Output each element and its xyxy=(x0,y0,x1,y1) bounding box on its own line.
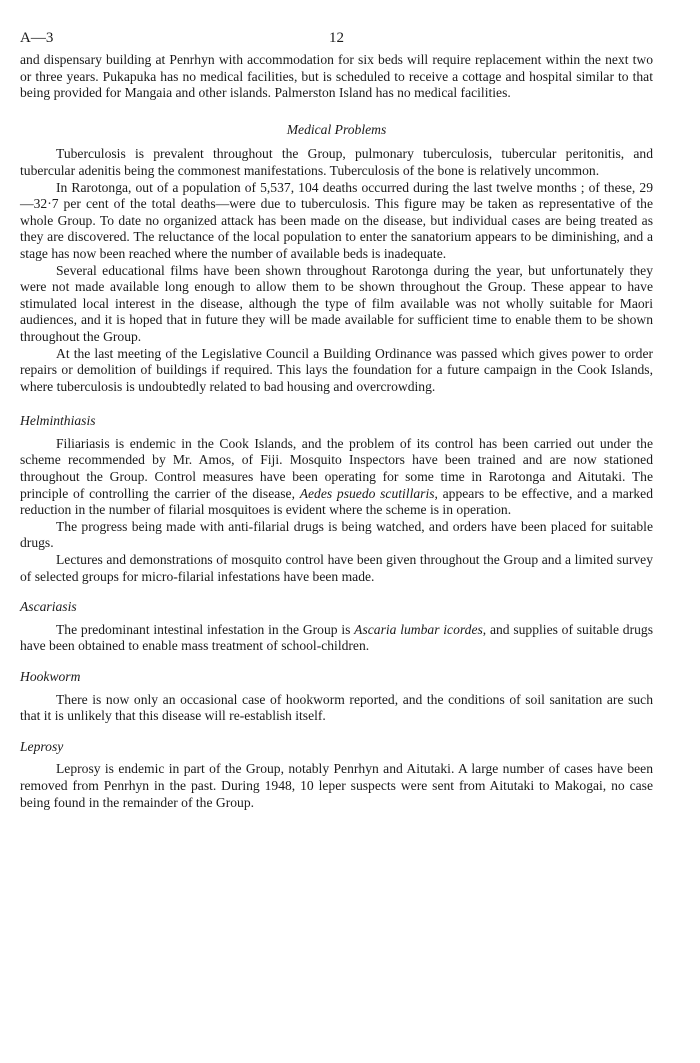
tuberculosis-paragraph-3: Several educational films have been shown throughout Rarotonga during the year, but unfortunately they were not made available long enough to allow them to be shown throughout the Group. These appear to have stimulated local interest in the disease, although the type of film available was not wholly suitable for Maori audiences, and it is hoped that in future they will be made available for sufficient time to enable them to be shown throughout the Group. xyxy=(20,262,653,344)
leprosy-heading: Leprosy xyxy=(20,738,64,754)
page-header xyxy=(20,30,653,52)
helminthiasis-paragraph-2: The progress being made with anti-filarial drugs is being watched, and orders have been placed for suitable drugs. xyxy=(20,518,653,551)
document-page xyxy=(20,30,653,811)
helminthiasis-paragraph-3: Lectures and demonstrations of mosquito control have been given throughout the Group and a limited survey of selected groups for micro-filarial infestations have been made. xyxy=(20,552,653,584)
ascaria-species-name: Ascaria lumbar icordes xyxy=(354,621,483,637)
hookworm-heading: Hookworm xyxy=(20,669,81,684)
tuberculosis-paragraph-4: At the last meeting of the Legislative Council a Building Ordinance was passed which gives power to order repairs or demolition of buildings if required. This lays the foundation for a future campaign in the Cook Islands, where tuberculosis is undoubtedly related to bad housing and overcrowding. xyxy=(20,345,653,394)
leprosy-paragraph: Leprosy is endemic in part of the Group, notably Penrhyn and Aitutaki. A large number of cases have been removed from Penrhyn in the past. During 1948, 10 leper suspects were sent from Aitutaki to Makogai, no case being found in the remainder of the Group. xyxy=(20,761,653,810)
helminthiasis-paragraph-1: Filiariasis is endemic in the Cook Islands, and the problem of its control has been carried out under the scheme recommended by Mr. Amos, of Fiji. Mosquito Inspectors have been trained and are now stationed throughout the Group. Control measures have been operating for some time in Rarotonga and Aitutaki. The principle of controlling the carrier of the disease, Aedes psuedo scutillaris, appears to be effective, and a marked reduction in the number of filarial mosquitoes is evident where the scheme is in operation. xyxy=(20,435,653,518)
hookworm-paragraph: There is now only an occasional case of hookworm reported, and the conditions of soil sanitation are such that it is unlikely that this disease will re-establish itself. xyxy=(20,691,653,724)
medical-problems-heading: Medical Problems xyxy=(286,121,387,137)
helminthiasis-heading: Helminthiasis xyxy=(20,413,96,429)
page-reference: A—3 xyxy=(20,30,54,46)
intro-paragraph: and dispensary building at Penrhyn with accommodation for six beds will require replacement within the next two or three years. Pukapuka has no medical facilities, but is scheduled to receive a cottage and hospital similar to that being provided for Mangaia and other islands. Palmerston Island has no medical facilities. xyxy=(20,52,653,101)
ascariasis-paragraph: The predominant intestinal infestation in the Group is Ascaria lumbar icordes, and supplies of suitable drugs have been obtained to enable mass treatment of school-children. xyxy=(20,621,654,654)
page-number: 12 xyxy=(329,30,344,46)
ascariasis-heading: Ascariasis xyxy=(20,599,77,615)
tuberculosis-paragraph-2: In Rarotonga, out of a population of 5,537, 104 deaths occurred during the last twelve months ; of these, 29—32·7 per cent of the total deaths—were due to tuberculosis. This figure may be taken as representative of the whole Group. To date no organized attack has been made on the disease, but individual cases are being treated as they are discovered. The reluctance of the local population to enter the sanatorium appears to be diminishing, and a stage has now been reached where the number of available beds is inadequate. xyxy=(20,179,653,261)
tuberculosis-paragraph-1: Tuberculosis is prevalent throughout the Group, pulmonary tuberculosis, tubercular peritonitis, and tubercular adenitis being the commonest manifestations. Tuberculosis of the bone is relatively uncommon. xyxy=(20,146,653,178)
aedes-species-name: Aedes psuedo scutillaris xyxy=(299,485,435,501)
